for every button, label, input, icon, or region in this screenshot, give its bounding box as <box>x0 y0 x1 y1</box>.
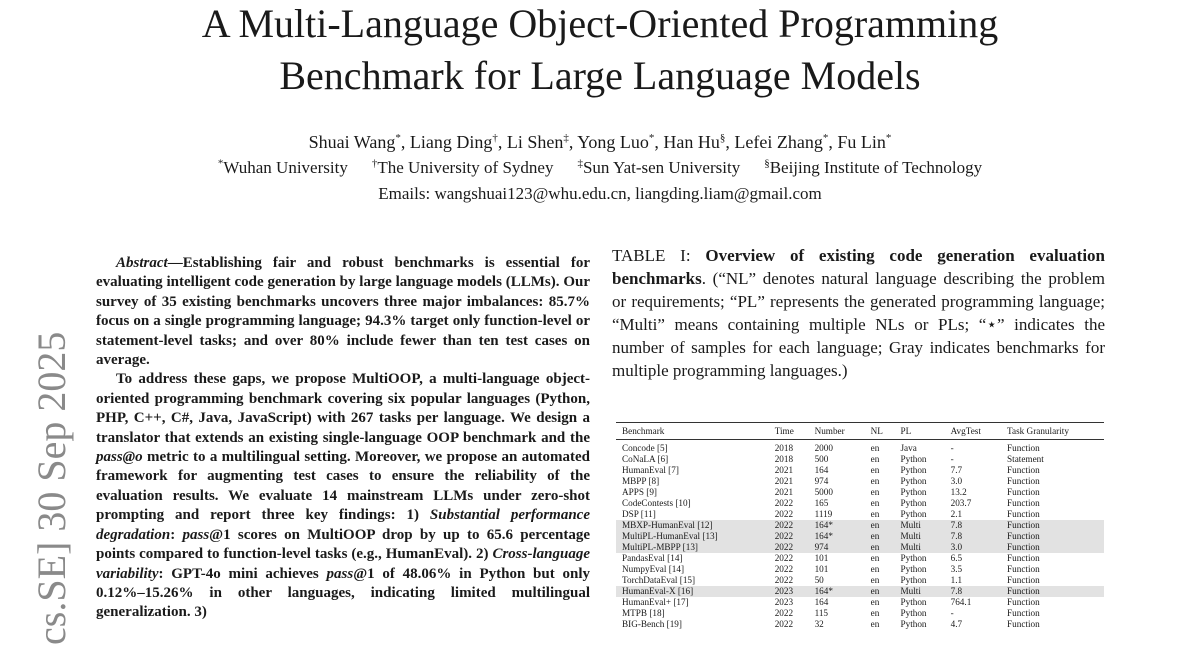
table-cell: Python <box>900 454 927 464</box>
abstract-paragraph-2 <box>96 370 590 622</box>
abstract-text-2e: : GPT-4o mini achieves <box>158 565 327 582</box>
table-cell: 7.8 <box>945 520 1001 531</box>
table-cell: APPS [9] <box>622 487 657 497</box>
abstract-label: Abstract <box>116 255 168 271</box>
abstract-text-2c: : <box>170 526 183 543</box>
table-cell: MultiPL-HumanEval [13] <box>616 531 769 542</box>
pass-metric-a: pass <box>182 526 210 543</box>
table-cell: Function <box>1001 586 1104 597</box>
abstract-text-2b: metric to a multilingual setting. Moreover, we propose an automated framework for augmenting test cases to ensure the reliability of the evaluation results. We evaluate 14 mainstream LLMs under zero-shot prompting and report three key findings: 1) <box>96 449 590 524</box>
table-cell: 2022 <box>774 553 794 563</box>
table-cell: 164 <box>814 465 829 475</box>
table-cell: TorchDataEval [15] <box>622 575 696 585</box>
pass-o-metric: pass@o <box>96 449 143 466</box>
table-cell: MultiPL-MBPP [13] <box>616 542 769 553</box>
caption-text: . (“NL” denotes natural language describing the problem or requirements; “PL” represents the generated programming language; “Multi” means containing multiple NLs or PLs; “⋆” indicates the number of samples for each language; Gray indicates benchmarks for multiple programming languages.) <box>612 269 1105 380</box>
abstract-text-2d: @1 scores on MultiOOP drop by up to 65.6 percentage points compared to function-level tasks (e.g., HumanEval). 2) <box>96 526 590 563</box>
table-cell: MTPB [18] <box>622 608 665 618</box>
table-cell: 2.1 <box>950 509 963 519</box>
table-cell: 2022 <box>774 564 794 574</box>
table-cell: 3.0 <box>945 542 1001 553</box>
paper-title-line-1: A Multi-Language Object-Oriented Programming <box>201 1 999 46</box>
table-row <box>616 440 1104 455</box>
table-row <box>616 531 1104 542</box>
table-cell: 5000 <box>814 487 833 497</box>
table-cell: CoNaLA [6] <box>622 454 669 464</box>
table-cell: 2000 <box>814 443 833 453</box>
table-cell: Concode [5] <box>622 443 668 453</box>
table-cell: Function <box>1007 498 1040 508</box>
table-cell: - <box>950 608 954 618</box>
author-name: Shuai Wang <box>308 132 396 152</box>
table-cell: Python <box>900 498 927 508</box>
author-mark: * <box>395 132 401 144</box>
table-cell: 50 <box>814 575 824 585</box>
table-cell: 2022 <box>769 520 809 531</box>
table-cell: 2023 <box>769 586 809 597</box>
author-name: Yong Luo <box>577 132 649 152</box>
table-cell: 164* <box>809 520 865 531</box>
table-cell: 2021 <box>774 476 794 486</box>
caption-bold: Overview of existing code generation evaluation benchmarks <box>612 246 1105 288</box>
table-cell: 2022 <box>774 575 794 585</box>
table-cell: Statement <box>1007 454 1044 464</box>
author-mark: * <box>648 132 655 144</box>
column-header: PL <box>894 423 944 440</box>
benchmark-table <box>616 422 1104 630</box>
table-cell: 115 <box>814 608 829 618</box>
table-cell: 164* <box>809 531 865 542</box>
finding-2: Cross-language variability <box>96 546 590 582</box>
table-cell: Multi <box>894 586 944 597</box>
table-cell: 2022 <box>774 608 794 618</box>
table-cell: 3.5 <box>950 564 963 574</box>
table-cell: Function <box>1001 531 1104 542</box>
table-cell: - <box>950 443 954 453</box>
table-cell: Python <box>900 509 927 519</box>
table-cell: en <box>870 564 880 574</box>
table-cell: Multi <box>894 531 944 542</box>
author-name: Lefei Zhang <box>734 132 823 152</box>
table-row <box>616 520 1104 531</box>
table-cell: 3.0 <box>950 476 963 486</box>
table-cell: Python <box>900 608 927 618</box>
table-cell: - <box>950 454 954 464</box>
table-cell: Function <box>1007 443 1040 453</box>
table-row <box>616 619 1104 630</box>
table-cell: en <box>870 619 880 629</box>
table-cell: 164 <box>814 597 829 607</box>
table-cell: 4.7 <box>950 619 963 629</box>
author-list: Shuai Wang*, Liang Ding†, Li Shen‡, Yong Luo*, Han Hu§, Lefei Zhang*, Fu Lin* <box>308 132 892 152</box>
table-cell: HumanEval+ [17] <box>622 597 689 607</box>
table-cell: 2018 <box>774 443 794 453</box>
table-cell: 2021 <box>774 487 794 497</box>
table-cell: en <box>870 597 880 607</box>
pass-metric-b: pass <box>326 565 354 582</box>
affiliation-list <box>0 158 1200 178</box>
table-cell: Function <box>1007 564 1040 574</box>
table-cell: en <box>870 509 880 519</box>
author-mark: ‡ <box>563 132 569 144</box>
column-header: Task Granularity <box>1001 423 1104 440</box>
table-cell: DSP [11] <box>622 509 656 519</box>
table-cell: 7.8 <box>945 586 1001 597</box>
table-caption <box>612 244 1105 382</box>
table-cell: MBPP [8] <box>622 476 660 486</box>
table-cell: Function <box>1007 487 1040 497</box>
table-row <box>616 597 1104 608</box>
author-name: Fu Lin <box>837 132 886 152</box>
abstract-paragraph-1 <box>96 254 590 370</box>
table-cell: Function <box>1007 608 1040 618</box>
table-cell: 2022 <box>769 542 809 553</box>
arxiv-watermark: cs.SE] 30 Sep 2025 <box>29 331 74 645</box>
table-cell: 7.7 <box>950 465 963 475</box>
table-cell: 2022 <box>769 531 809 542</box>
table-cell: en <box>870 553 880 563</box>
table-cell: 764.1 <box>950 597 972 607</box>
table-row <box>616 509 1104 520</box>
table-cell: Java <box>900 443 917 453</box>
table-cell: 165 <box>814 498 829 508</box>
affiliation: ‡Sun Yat-sen University <box>577 157 741 177</box>
table-cell: Function <box>1007 476 1040 486</box>
table-cell: 2022 <box>774 619 794 629</box>
table-cell: Python <box>900 597 927 607</box>
table-cell: Function <box>1001 520 1104 531</box>
table-cell: HumanEval-X [16] <box>616 586 769 597</box>
table-cell: en <box>870 454 880 464</box>
table-cell: Function <box>1007 619 1040 629</box>
author-name: Han Hu <box>663 132 720 152</box>
table-row <box>616 465 1104 476</box>
table-cell: 164* <box>809 586 865 597</box>
table-cell: 101 <box>814 564 829 574</box>
author-name: Li Shen <box>506 132 564 152</box>
author-mark: § <box>719 132 726 144</box>
table-row <box>616 608 1104 619</box>
affiliation: †The University of Sydney <box>371 157 554 177</box>
table-cell: Python <box>900 487 927 497</box>
abstract-section <box>96 254 590 623</box>
table-header-row <box>616 423 1104 440</box>
table-cell: Python <box>900 575 927 585</box>
table-row <box>616 476 1104 487</box>
table-cell: 2022 <box>774 498 794 508</box>
column-header: Number <box>809 423 865 440</box>
table-cell: Function <box>1007 509 1040 519</box>
table-cell: Function <box>1007 575 1040 585</box>
table-cell: en <box>865 520 895 531</box>
table-cell: en <box>865 586 895 597</box>
table-cell: 101 <box>814 553 829 563</box>
abstract-text-2a: To address these gaps, we propose MultiOOP, a multi-language object-oriented programming benchmark covering six popular languages (Python, PHP, C++, C#, Java, JavaScript) with 267 tasks per language. We design a translator that extends an existing single-language OOP benchmark and the <box>96 371 590 446</box>
table-cell: NumpyEval [14] <box>622 564 685 574</box>
table-cell: 2021 <box>774 465 794 475</box>
abstract-text-2f: @1 of 48.06% in Python but only 0.12%–15.26% in other languages, indicating limited multilingual generalization. 3) <box>96 565 590 621</box>
table-row <box>616 487 1104 498</box>
table-cell: en <box>865 542 895 553</box>
paper-title-line-2: Benchmark for Large Language Models <box>279 53 921 98</box>
table-cell: Multi <box>894 520 944 531</box>
table-row <box>616 586 1104 597</box>
author-mark: * <box>885 132 892 144</box>
table-cell: BIG-Bench [19] <box>622 619 682 629</box>
affiliation: *Wuhan University <box>217 157 348 177</box>
column-header: AvgTest <box>945 423 1001 440</box>
table-cell: Python <box>900 619 927 629</box>
table-cell: en <box>870 608 880 618</box>
table-cell: Function <box>1007 465 1040 475</box>
email-line: Emails: wangshuai123@whu.edu.cn, liangding.liam@gmail.com <box>378 184 822 203</box>
table-cell: en <box>865 531 895 542</box>
table-row <box>616 564 1104 575</box>
table-cell: PandasEval [14] <box>622 553 683 563</box>
finding-1: Substantial performance degradation <box>96 507 590 543</box>
table-cell: Python <box>900 553 927 563</box>
table-cell: CodeContests [10] <box>622 498 691 508</box>
table-cell: 7.8 <box>945 531 1001 542</box>
table-cell: 13.2 <box>950 487 967 497</box>
table-cell: 2023 <box>774 597 794 607</box>
table-cell: Python <box>900 564 927 574</box>
table-cell: Function <box>1007 553 1040 563</box>
table-cell: 6.5 <box>950 553 963 563</box>
table-cell: Multi <box>894 542 944 553</box>
caption-label: TABLE I: <box>612 246 706 265</box>
table-cell: 974 <box>814 476 829 486</box>
table-cell: en <box>870 487 880 497</box>
table-cell: Python <box>900 465 927 475</box>
table-cell: en <box>870 443 880 453</box>
author-mark: * <box>822 132 829 144</box>
table-row <box>616 575 1104 586</box>
table-body <box>616 440 1104 631</box>
author-mark: † <box>492 132 498 144</box>
table-cell: en <box>870 575 880 585</box>
table-cell: 974 <box>809 542 865 553</box>
table-cell: HumanEval [7] <box>622 465 679 475</box>
table-cell: en <box>870 498 880 508</box>
column-header: NL <box>865 423 895 440</box>
table-row <box>616 542 1104 553</box>
table-row <box>616 498 1104 509</box>
table-cell: en <box>870 465 880 475</box>
table-cell: 1.1 <box>950 575 963 585</box>
table-cell: en <box>870 476 880 486</box>
author-name: Liang Ding <box>409 132 493 152</box>
table-cell: Python <box>900 476 927 486</box>
table-cell: 203.7 <box>950 498 972 508</box>
abstract-text-1: —Establishing fair and robust benchmarks is essential for evaluating intelligent code generation by large language models (LLMs). Our survey of 35 existing benchmarks uncovers three major imbalances: 85.7% focus on a single programming language; 94.3% target only function-level or statement-level tasks; and over 80% include fewer than ten test cases on average. <box>96 255 590 369</box>
column-header: Time <box>769 423 809 440</box>
table-cell: MBXP-HumanEval [12] <box>616 520 769 531</box>
table-cell: 32 <box>814 619 824 629</box>
table-row <box>616 454 1104 465</box>
table-cell: 2018 <box>774 454 794 464</box>
table-row <box>616 553 1104 564</box>
table-cell: Function <box>1001 542 1104 553</box>
table-cell: 1119 <box>814 509 833 519</box>
affiliation: §Beijing Institute of Technology <box>764 157 983 177</box>
column-header: Benchmark <box>616 423 769 440</box>
table-cell: 2022 <box>774 509 794 519</box>
table-cell: Function <box>1007 597 1040 607</box>
table-cell: 500 <box>814 454 829 464</box>
